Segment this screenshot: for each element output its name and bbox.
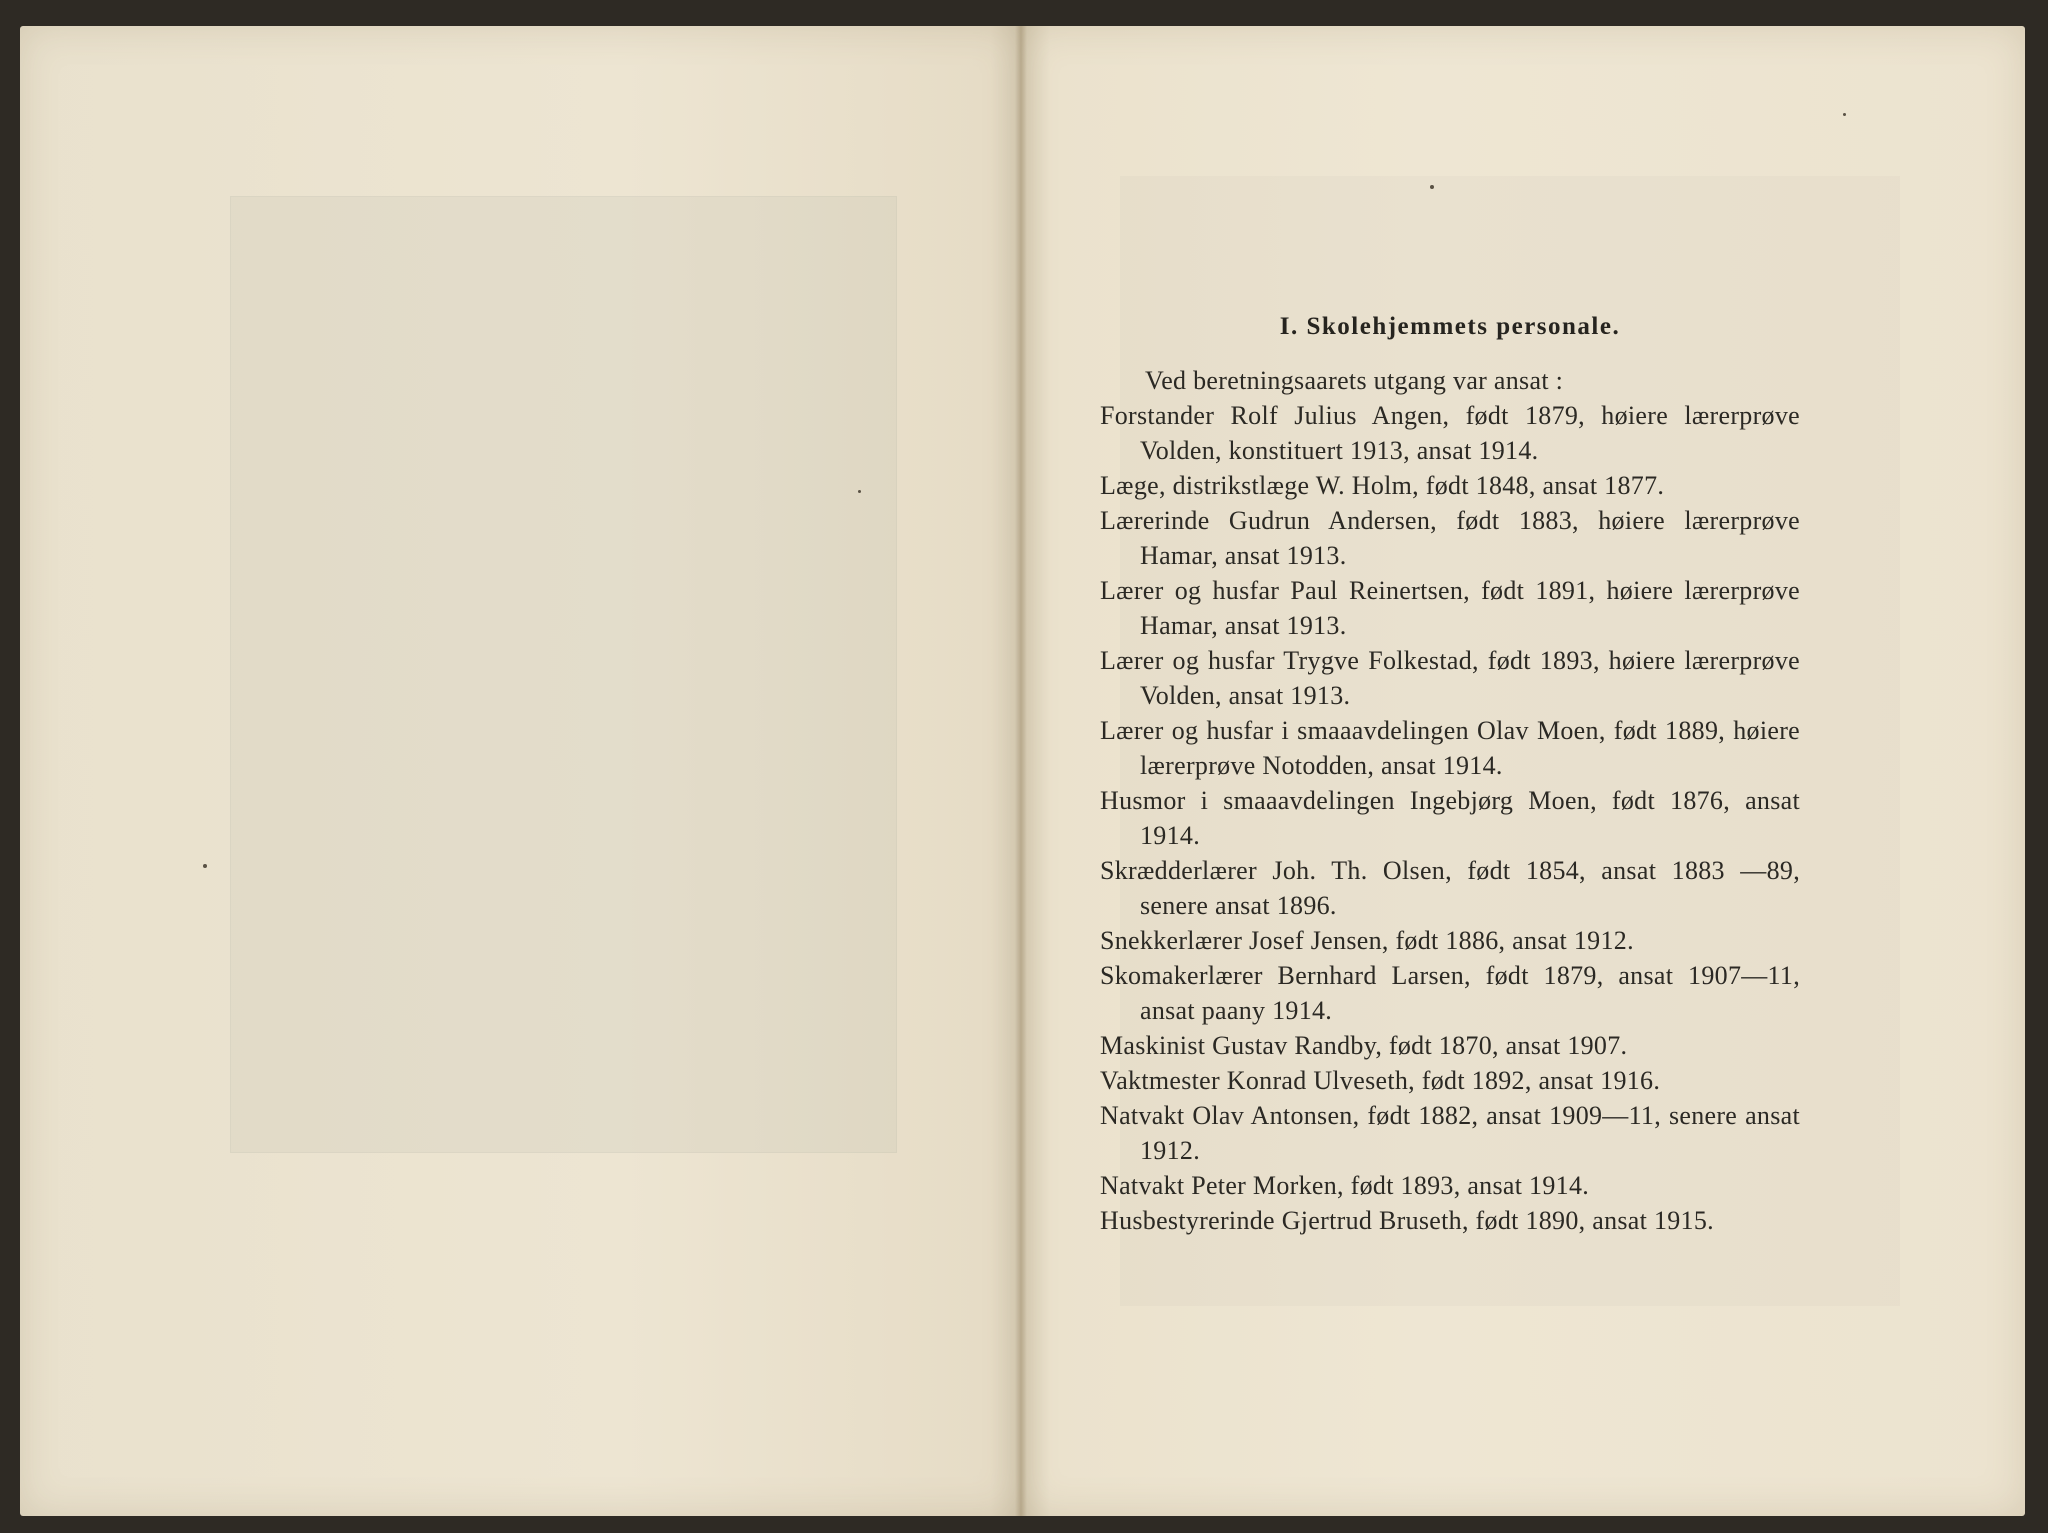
- staff-entry: Lærer og husfar Trygve Folkestad, født 1893, høiere lærerprøve Volden, ansat 1913.: [1100, 646, 1800, 710]
- staff-entry: Lærer og husfar Paul Reinertsen, født 1891, høiere lærerprøve Hamar, ansat 1913.: [1100, 576, 1800, 640]
- personnel-section: [1100, 313, 1800, 1238]
- staff-entry: Snekkerlærer Josef Jensen, født 1886, ansat 1912.: [1100, 926, 1634, 955]
- show-through-plate: [230, 196, 897, 1153]
- staff-entry: Husbestyrerinde Gjertrud Bruseth, født 1890, ansat 1915.: [1100, 1206, 1714, 1235]
- staff-entry: Lærer og husfar i smaaavdelingen Olav Moen, født 1889, høiere lærerprøve Notodden, ansat 1914.: [1100, 716, 1800, 780]
- staff-entry: Skomakerlærer Bernhard Larsen, født 1879, ansat 1907—11, ansat paany 1914.: [1100, 961, 1800, 1025]
- staff-entry: Vaktmester Konrad Ulveseth, født 1892, ansat 1916.: [1100, 1066, 1661, 1095]
- intro-line: Ved beretningsaarets utgang var ansat :: [1145, 366, 1564, 395]
- staff-entry: Skrædderlærer Joh. Th. Olsen, født 1854, ansat 1883 —89, senere ansat 1896.: [1100, 856, 1800, 920]
- staff-entry: Forstander Rolf Julius Angen, født 1879, høiere lærerprøve Volden, konstituert 1913, ansat 1914.: [1100, 401, 1800, 465]
- book-spread: [20, 26, 2025, 1516]
- paper-speck: [1430, 185, 1434, 189]
- right-page: [1020, 26, 2025, 1516]
- staff-entry: Læge, distrikstlæge W. Holm, født 1848, ansat 1877.: [1100, 471, 1665, 500]
- section-heading: I. Skolehjemmets personale.: [1279, 313, 1621, 340]
- staff-entry: Lærerinde Gudrun Andersen, født 1883, høiere lærerprøve Hamar, ansat 1913.: [1100, 506, 1800, 570]
- staff-entry: Natvakt Olav Antonsen, født 1882, ansat 1909—11, senere ansat 1912.: [1100, 1101, 1800, 1165]
- staff-entry: Natvakt Peter Morken, født 1893, ansat 1914.: [1100, 1171, 1590, 1200]
- paper-speck: [1843, 113, 1846, 116]
- staff-entry: Maskinist Gustav Randby, født 1870, ansat 1907.: [1100, 1031, 1628, 1060]
- book-gutter: [1015, 26, 1027, 1516]
- paper-speck: [858, 490, 861, 493]
- staff-entry: Husmor i smaaavdelingen Ingebjørg Moen, født 1876, ansat 1914.: [1100, 786, 1800, 850]
- left-page: [20, 26, 1020, 1516]
- paper-speck: [203, 864, 207, 868]
